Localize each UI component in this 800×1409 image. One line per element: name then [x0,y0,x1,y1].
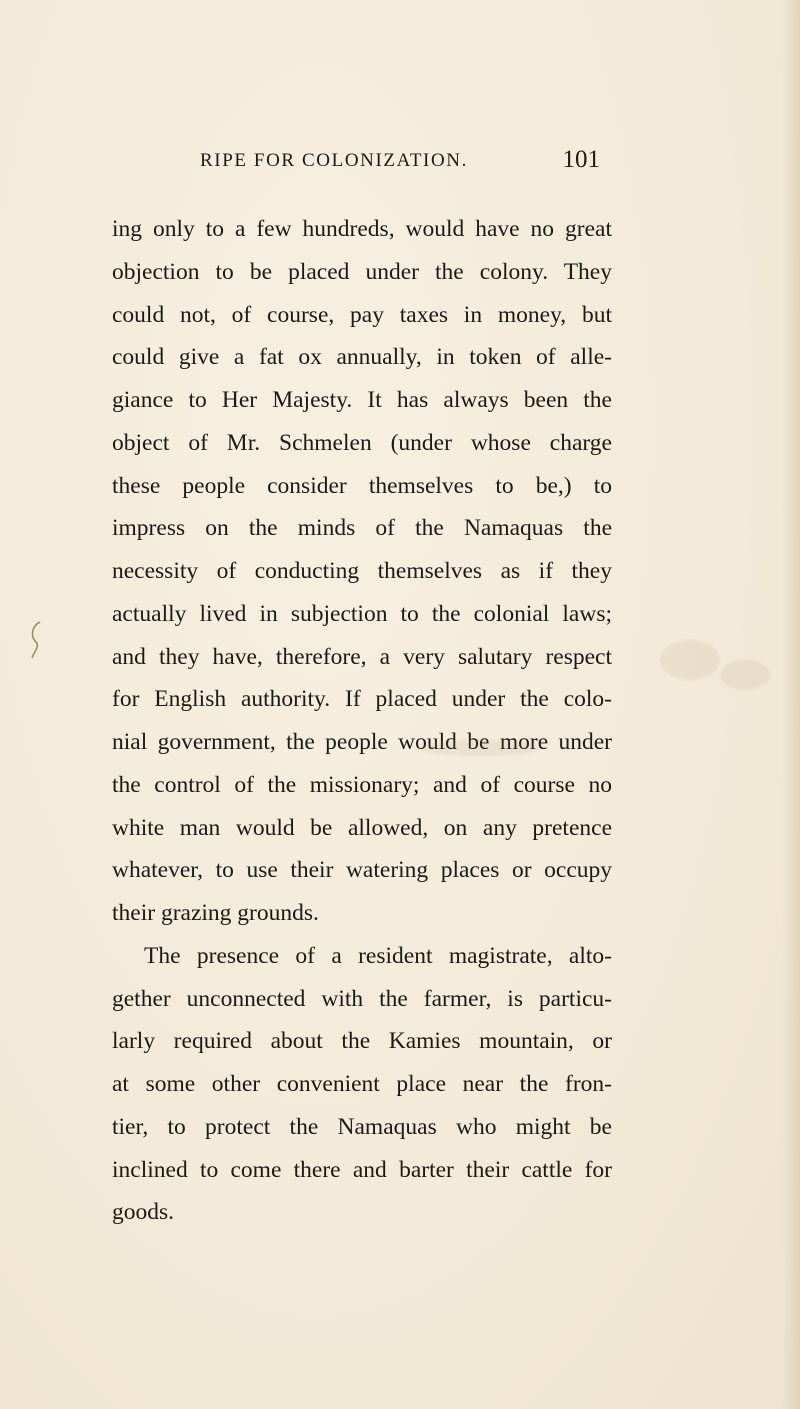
text-line: necessity of conducting themselves as if they [112,558,612,584]
text-line: the control of the missionary; and of course no [112,771,612,798]
text-line: these people consider themselves to be,) to [112,472,612,499]
text-line: whatever, to use their watering places or occupy [112,857,612,884]
text-line: actually lived in subjection to the colonial laws; [112,600,612,627]
text-line: ing only to a few hundreds, would have no great [112,216,612,242]
text-line: nial government, the people would be more under [112,729,612,755]
text-line: object of Mr. Schmelen (under whose charge [112,429,612,456]
running-title: RIPE FOR COLONIZATION. [200,150,468,171]
paragraph-end-line: goods. [112,1199,175,1226]
body-text [112,208,612,1234]
paragraph-start-line: The presence of a resident magistrate, alto- [144,942,612,969]
text-line: could not, of course, pay taxes in money, but [112,301,612,328]
text-line: could give a fat ox annually, in token of alle- [112,344,612,371]
text-line: giance to Her Majesty. It has always been the [112,387,612,413]
text-line: larly required about the Kamies mountain, or [112,1028,612,1055]
page-edge-shadow [782,0,800,1409]
text-line: for English authority. If placed under the colo- [112,686,612,713]
text-line: at some other convenient place near the fron- [112,1071,612,1097]
page-number: 101 [562,146,600,173]
paper-stain [660,640,720,680]
margin-pencil-mark [26,618,46,664]
text-line: objection to be placed under the colony. They [112,258,612,285]
paper-stain [420,740,540,756]
text-line: impress on the minds of the Namaquas the [112,515,612,542]
paper-stain [720,660,770,690]
text-line: gether unconnected with the farmer, is particu- [112,985,612,1012]
text-line: white man would be allowed, on any pretence [112,814,612,841]
paragraph-end-line: their grazing grounds. [112,900,319,926]
running-head [112,146,600,186]
text-line: inclined to come there and barter their cattle for [112,1156,612,1183]
text-line: tier, to protect the Namaquas who might be [112,1113,612,1140]
text-line: and they have, therefore, a very salutary respect [112,643,612,670]
